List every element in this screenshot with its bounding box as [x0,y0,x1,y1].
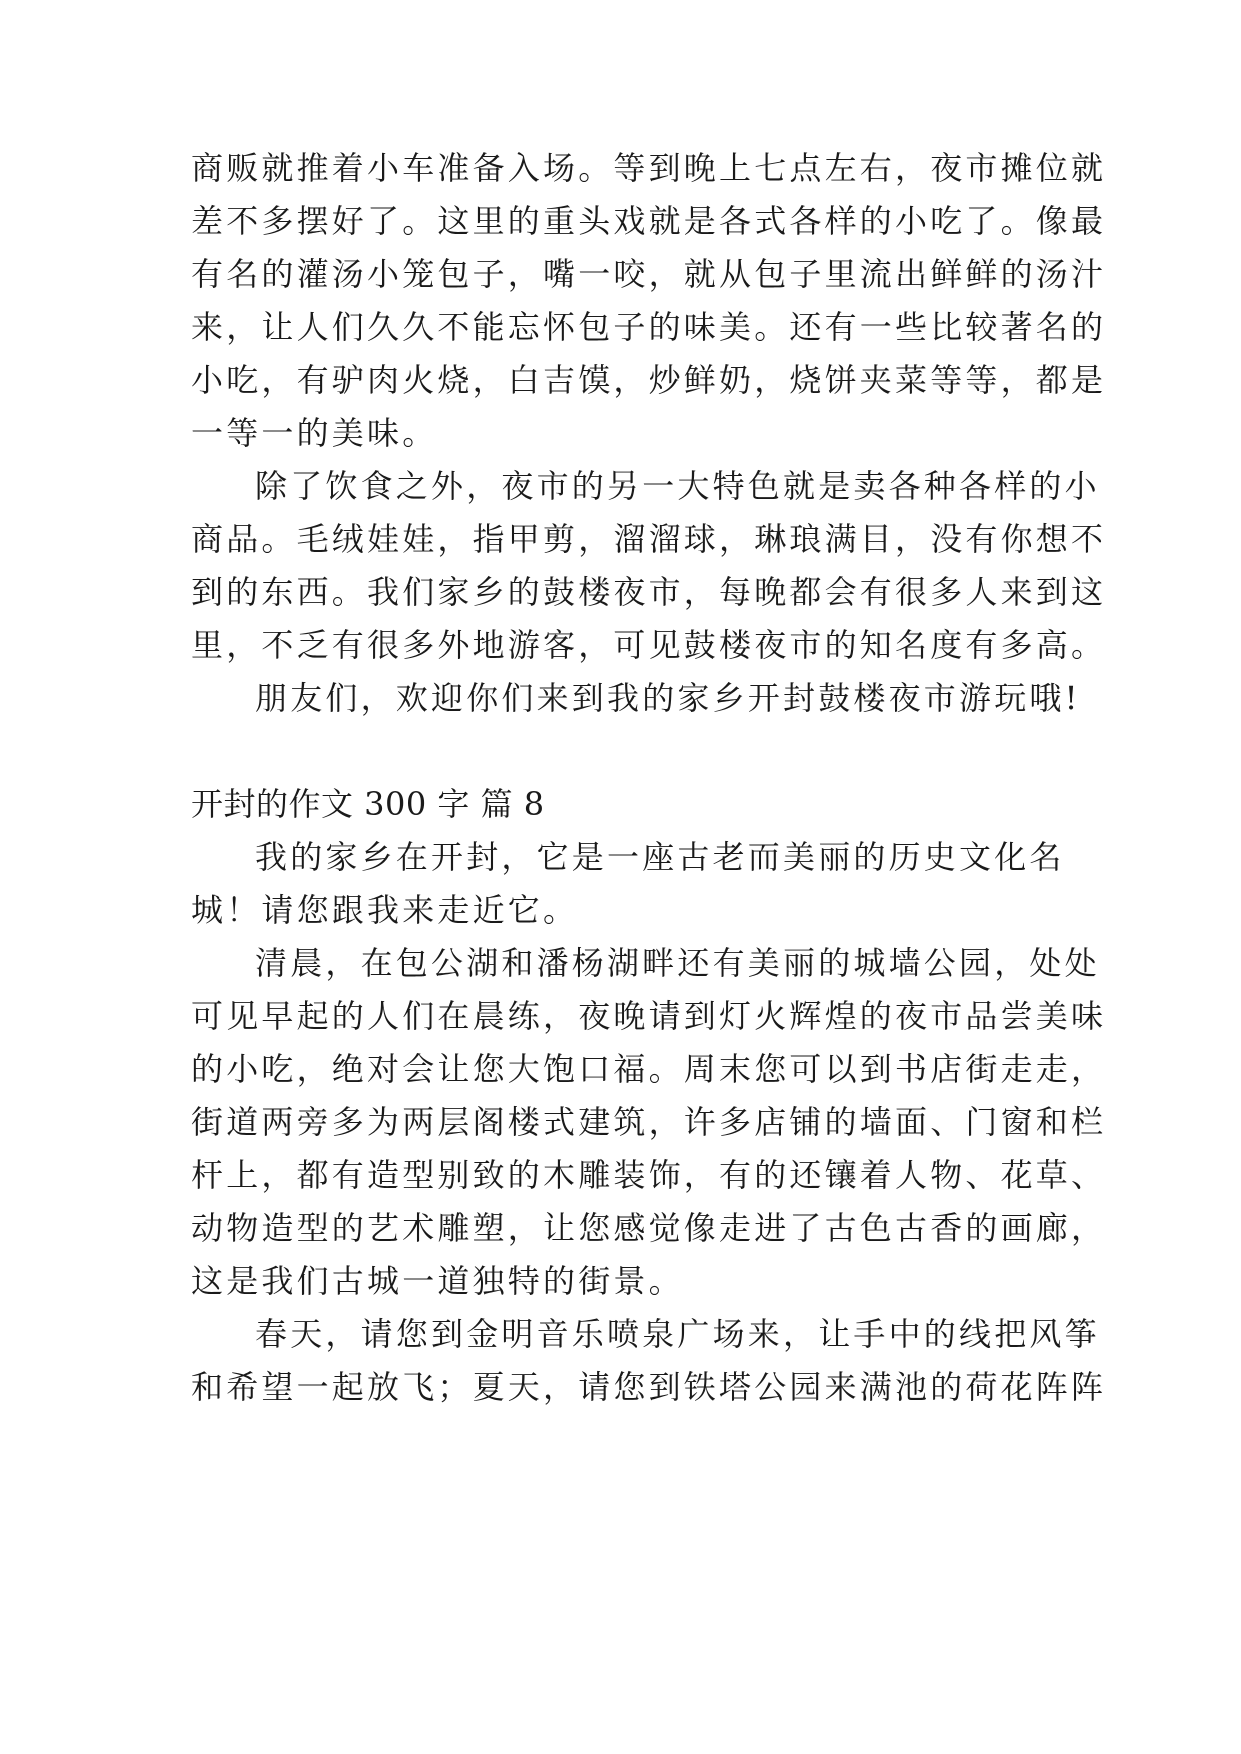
text-line: 到的东西。我们家乡的鼓楼夜市，每晚都会有很多人来到这 [191,573,1107,611]
text-line: 除了饮食之外，夜市的另一大特色就是卖各种各样的小 [255,467,1100,505]
text-line: 有名的灌汤小笼包子，嘴一咬，就从包子里流出鲜鲜的汤汁 [191,255,1107,293]
text-line: 可见早起的人们在晨练，夜晚请到灯火辉煌的夜市品尝美味 [191,997,1107,1035]
text-line: 差不多摆好了。这里的重头戏就是各式各样的小吃了。像最 [191,202,1107,240]
text-line: 杆上，都有造型别致的木雕装饰，有的还镶着人物、花草、 [191,1156,1107,1194]
text-line: 里，不乏有很多外地游客，可见鼓楼夜市的知名度有多高。 [191,626,1107,664]
section-heading: 开封的作文 300 字 篇 8 [191,785,545,823]
text-line: 的小吃，绝对会让您大饱口福。周末您可以到书店街走走， [191,1050,1107,1088]
text-line: 我的家乡在开封，它是一座古老而美丽的历史文化名 [255,838,1065,876]
text-line: 商贩就推着小车准备入场。等到晚上七点左右，夜市摊位就 [191,149,1107,187]
text-line: 来，让人们久久不能忘怀包子的味美。还有一些比较著名的 [191,308,1107,346]
text-line: 一等一的美味。 [191,414,438,452]
text-line: 动物造型的艺术雕塑，让您感觉像走进了古色古香的画廊， [191,1209,1107,1247]
text-line: 街道两旁多为两层阁楼式建筑，许多店铺的墙面、门窗和栏 [191,1103,1107,1141]
text-line: 和希望一起放飞；夏天，请您到铁塔公园来满池的荷花阵阵 [191,1368,1107,1406]
text-line: 清晨，在包公湖和潘杨湖畔还有美丽的城墙公园，处处 [255,944,1100,982]
text-line: 小吃，有驴肉火烧，白吉馍，炒鲜奶，烧饼夹菜等等，都是 [191,361,1107,399]
text-line: 朋友们，欢迎你们来到我的家乡开封鼓楼夜市游玩哦! [255,679,1081,717]
text-line: 城！请您跟我来走近它。 [191,891,579,929]
text-line: 春天，请您到金明音乐喷泉广场来，让手中的线把风筝 [255,1315,1100,1353]
text-line: 商品。毛绒娃娃，指甲剪，溜溜球，琳琅满目，没有你想不 [191,520,1107,558]
text-line: 这是我们古城一道独特的街景。 [191,1262,684,1300]
